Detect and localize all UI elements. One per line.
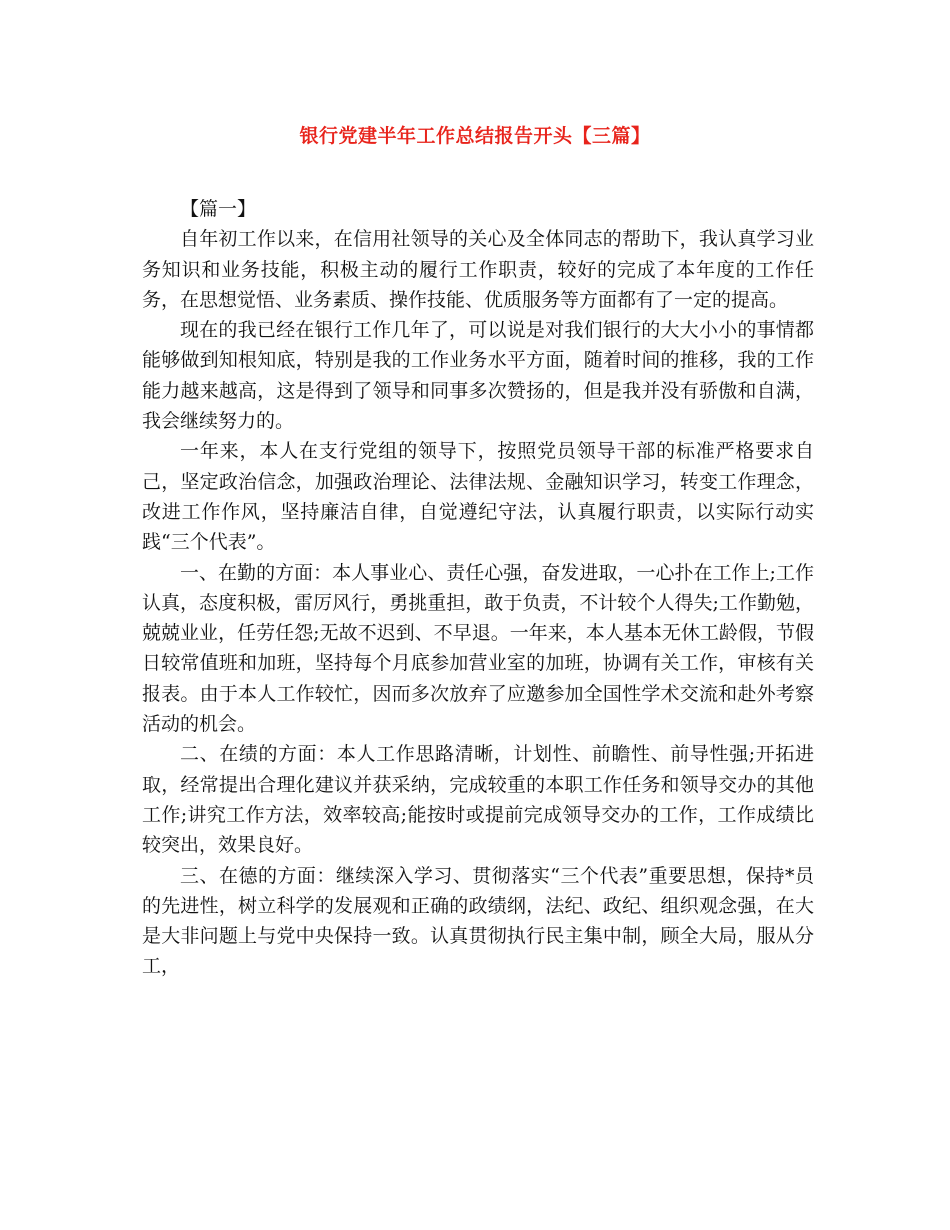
- paragraph-year-review: 一年来，本人在支行党组的领导下，按照党员领导干部的标准严格要求自己，坚定政治信念，加强政治理论、法律法规、金融知识学习，转变工作理念，改进工作作风，坚持廉洁自律，自觉遵纪守法，认真履行职责，以实际行动实践“三个代表”。: [142, 440, 814, 554]
- paragraph-morality: 三、在德的方面：继续深入学习、贯彻落实“三个代表”重要思想，保持*员的先进性，树立科学的发展观和正确的政绩纲，法纪、政纪、组织观念强，在大是大非问题上与党中央保持一致。认真贯彻执行民主集中制，顾全大局，服从分工，: [142, 864, 814, 978]
- paragraph-diligence: 一、在勤的方面：本人事业心、责任心强，奋发进取，一心扑在工作上;工作认真，态度积极，雷厉风行，勇挑重担，敢于负责，不计较个人得失;工作勤勉，兢兢业业，任劳任怨;无故不迟到、不早退。一年来，本人基本无休工龄假，节假日较常值班和加班，坚持每个月底参加营业室的加班，协调有关工作，审核有关报表。由于本人工作较忙，因而多次放弃了应邀参加全国性学术交流和赴外考察活动的机会。: [142, 561, 814, 736]
- section-label: 【篇一】: [180, 198, 257, 220]
- document-body: [142, 194, 814, 982]
- document-title: 银行党建半年工作总结报告开头【三篇】: [299, 125, 651, 147]
- paragraph-experience: 现在的我已经在银行工作几年了，可以说是对我们银行的大大小小的事情都能够做到知根知底，特别是我的工作业务水平方面，随着时间的推移，我的工作能力越来越高，这是得到了领导和同事多次赞扬的，但是我并没有骄傲和自满，我会继续努力的。: [142, 319, 814, 433]
- paragraph-performance: 二、在绩的方面：本人工作思路清晰，计划性、前瞻性、前导性强;开拓进取，经常提出合理化建议并获采纳，完成较重的本职工作任务和领导交办的其他工作;讲究工作方法，效率较高;能按时或提前完成领导交办的工作，工作成绩比较突出，效果良好。: [142, 743, 814, 857]
- paragraph-intro: 自年初工作以来，在信用社领导的关心及全体同志的帮助下，我认真学习业务知识和业务技能，积极主动的履行工作职责，较好的完成了本年度的工作任务，在思想觉悟、业务素质、操作技能、优质服务等方面都有了一定的提高。: [142, 228, 814, 311]
